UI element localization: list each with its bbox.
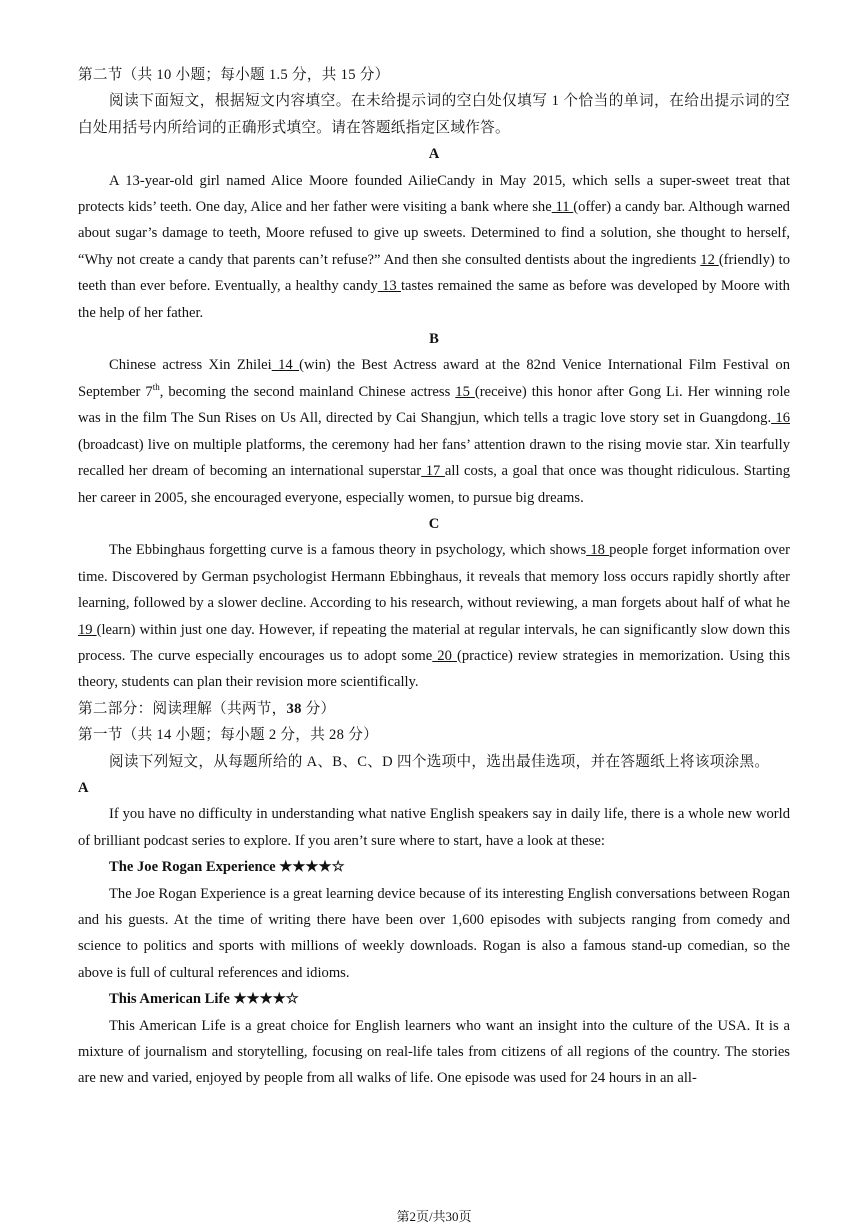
blank-19: 19 — [78, 621, 97, 638]
blank-15: 15 — [455, 383, 475, 400]
passage-text: , becoming the second mainland Chinese actress — [159, 383, 456, 400]
section1-header: 第一节（共 14 小题；每小题 2 分，共 28 分） — [78, 727, 378, 744]
passage-text: (friendly) to teeth than ever before. Eventually, a healthy candy — [78, 251, 790, 295]
reading-a-label: A — [78, 779, 89, 796]
passage-text: (win) the Best Actress award at the 82nd Venice International Film Festival on September 7 — [78, 357, 790, 400]
passage-text: A 13-year-old girl named Alice Moore founded AilieCandy in May 2015, which sells a super-sweet treat that protects kids’ teeth. One day, Alice and her father were visiting a bank where she — [78, 172, 790, 216]
blank-12: 12 — [700, 251, 719, 268]
reading-a-intro: If you have no difficulty in understanding what native English speakers say in daily life, there is a whole new world of brilliant podcast series to explore. If you aren’t sure where to start, have a look at these: — [78, 806, 790, 849]
page-number: 第2页/共30页 — [396, 1209, 472, 1224]
passage-text: people forget information over time. Discovered by German psychologist Hermann Ebbinghaus, it reveals that memory loss occurs rapidly shortly after learning, followed by a slower decline. According to his research, without reviewing, a man forgets about half of what he — [78, 542, 791, 612]
passage-a-label: A — [428, 146, 440, 163]
podcast-1-title: The Joe Rogan Experience ★★★★☆ — [109, 859, 345, 876]
passage-text: (receive) this honor after Gong Li. Her winning role was in the film The Sun Rises on Us All, directed by Cai Shangjun, which tells a tragic love story set in Guangdong. — [78, 383, 790, 427]
section1-instructions: 阅读下列短文，从每题所给的 A、B、C、D 四个选项中，选出最佳选项，并在答题纸上将该项涂黑。 — [109, 753, 770, 770]
podcast-1-text: The Joe Rogan Experience is a great learning device because of its interesting English conversations between Rogan and his guests. At the time of writing there have been over 1,600 episodes with subjects ranging from comedy and science to politics and sports with millions of weekly downloads. Rogan is also a famous stand-up comedian, so the above is full of cultural references and idioms. — [78, 885, 790, 981]
passage-c-label: C — [428, 515, 440, 532]
passage-text: all costs, a goal that once was thought ridiculous. Starting her career in 2005, she encouraged everyone, especially women, to pursue big dreams. — [78, 463, 790, 506]
passage-b-text — [78, 352, 790, 510]
passage-text: (broadcast) live on multiple platforms, the ceremony had her fans’ attention drawn to the rising movie star. Xin tearfully recalled her dream of becoming an international superstar — [78, 436, 790, 480]
blank-16: 16 — [771, 410, 790, 427]
podcast-2-title: This American Life ★★★★☆ — [109, 991, 299, 1008]
passage-text: The Ebbinghaus forgetting curve is a famous theory in psychology, which shows — [109, 542, 587, 559]
exam-page — [78, 62, 790, 1092]
ordinal-suffix: th — [152, 382, 160, 393]
part2-header-score: 38 — [286, 700, 302, 717]
passage-text: Chinese actress Xin Zhilei — [109, 357, 272, 374]
blank-11: 11 — [551, 199, 574, 216]
part2-header-text: 第二部分：阅读理解（共两节， — [78, 700, 287, 717]
passage-text: (practice) review strategies in memorization. Using this theory, students can plan their revision more scientifically. — [78, 647, 791, 691]
passage-text: tastes remained the same as before was developed by Moore with the help of her father. — [78, 278, 790, 321]
blank-20: 20 — [432, 647, 457, 664]
blank-18: 18 — [586, 542, 610, 559]
blank-14: 14 — [271, 357, 300, 374]
blank-17: 17 — [421, 463, 445, 480]
part2-header-text: 分） — [301, 700, 336, 717]
part2-header — [78, 696, 790, 722]
passage-text: (learn) within just one day. However, if repeating the material at regular intervals, he can significantly slow down this process. The curve especially encourages us to adopt some — [78, 621, 790, 664]
section2-header: 第二节（共 10 小题；每小题 1.5 分，共 15 分） — [78, 67, 390, 83]
passage-c-text — [78, 537, 790, 695]
passage-text: (offer) a candy bar. Although warned about sugar’s damage to teeth, Moore refused to give up sweets. Determined to find a solution, she thought to herself, “Why not create a candy that parents can’t refuse?” And then she consulted dentists about the ingredients — [78, 199, 790, 268]
passage-b-label: B — [429, 331, 439, 348]
passage-a-text — [78, 168, 790, 326]
blank-13: 13 — [377, 278, 401, 295]
podcast-2-text: This American Life is a great choice for English learners who want an insight into the culture of the USA. It is a mixture of journalism and storytelling, focusing on real-life tales from citizens of all regions of the country. The stories are new and varied, enjoyed by people from all walks of life. One episode was used for 24 hours in an all- — [78, 1017, 790, 1087]
section2-instructions: 阅读下面短文，根据短文内容填空。在未给提示词的空白处仅填写 1 个恰当的单词，在给出提示词的空白处用括号内所给词的正确形式填空。请在答题纸指定区域作答。 — [78, 93, 790, 136]
